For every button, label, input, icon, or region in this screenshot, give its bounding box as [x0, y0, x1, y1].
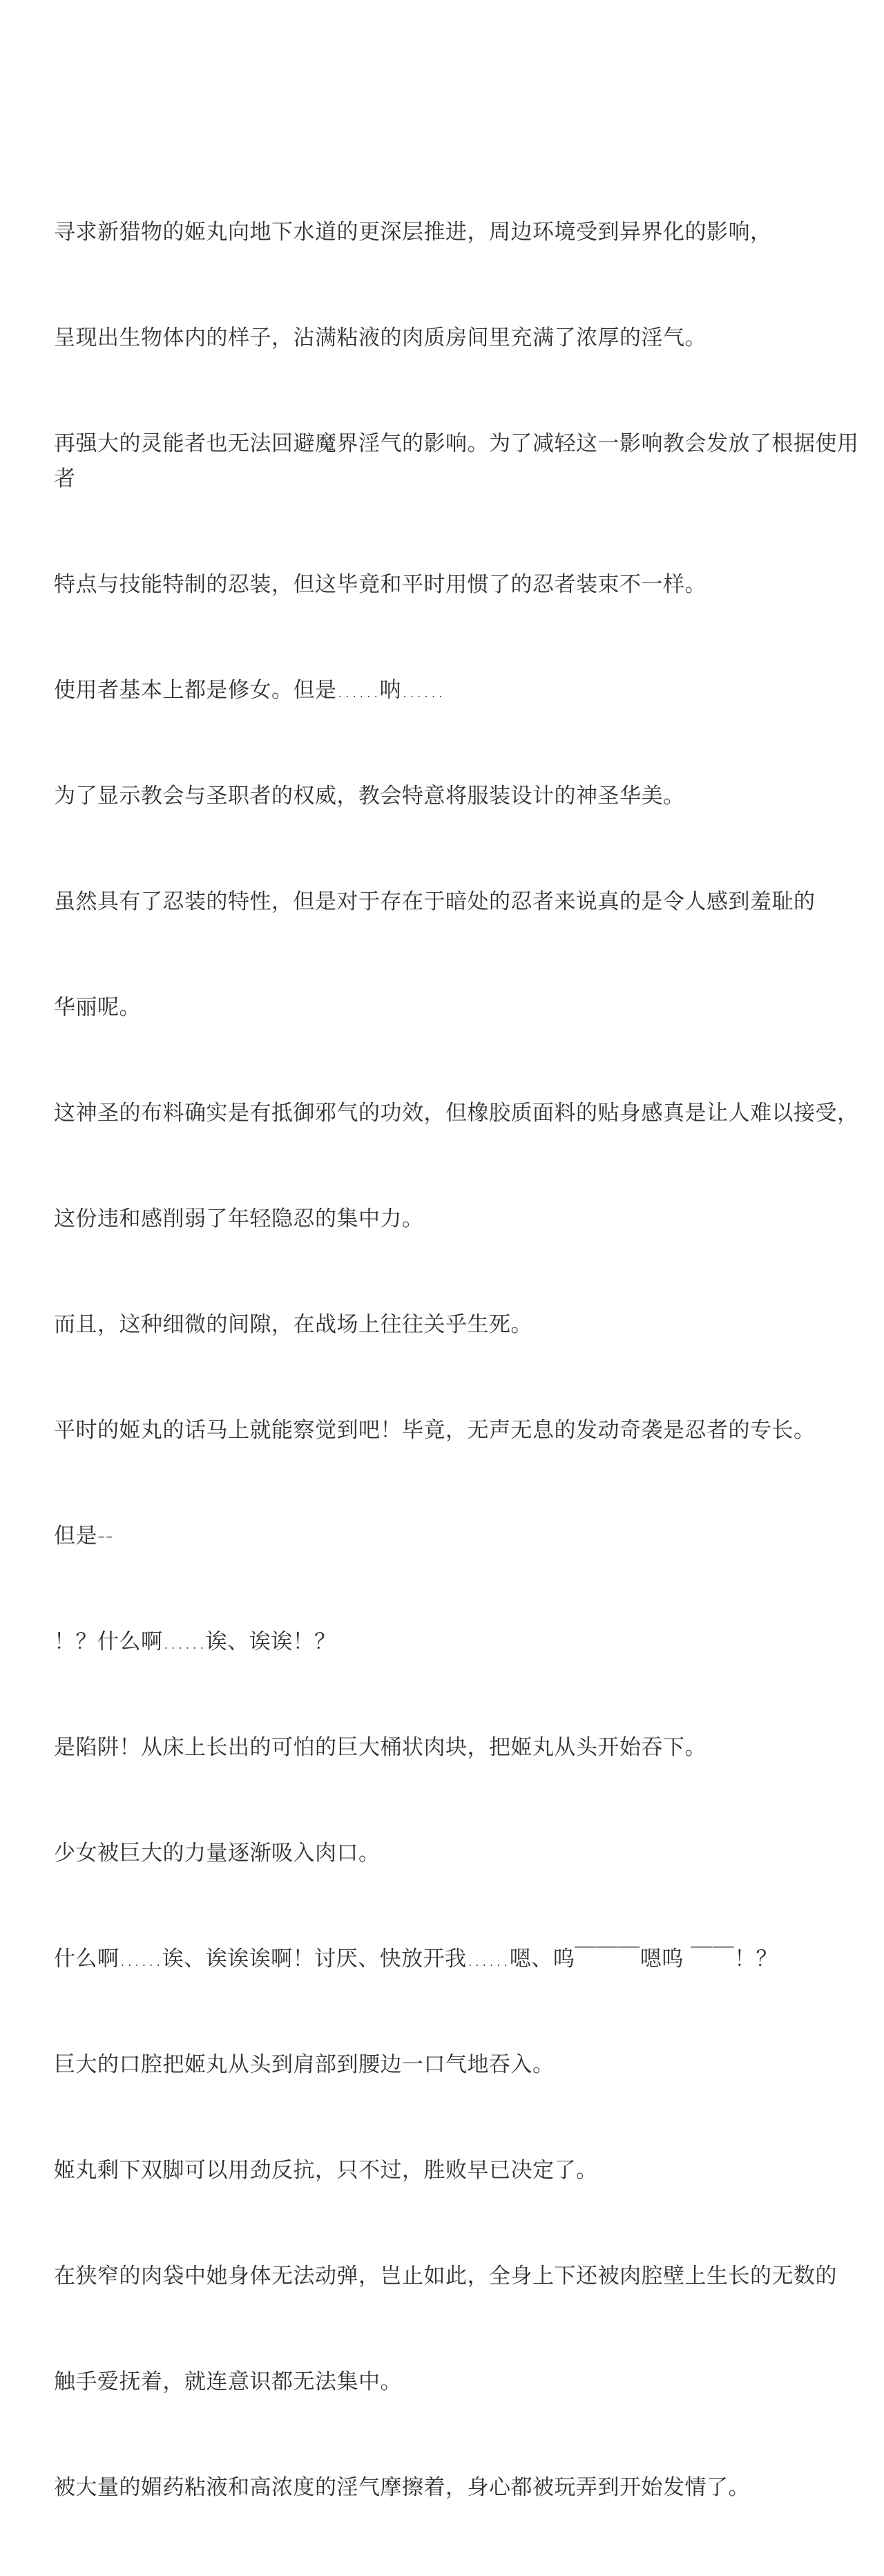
- text-line: 寻求新猎物的姬丸向地下水道的更深层推进，周边环境受到异界化的影响，: [54, 220, 772, 245]
- text-line: 平时的姬丸的话马上就能察觉到吧！毕竟，无声无息的发动奇袭是忍者的专长。: [54, 1418, 816, 1443]
- story-text-block: [54, 144, 872, 2576]
- text-line: 使用者基本上都是修女。但是......呐......: [54, 678, 445, 703]
- text-line: 触手爱抚着，就连意识都无法集中。: [54, 2369, 402, 2394]
- text-line: 是陷阱！从床上长出的可怕的巨大桶状肉块，把姬丸从头开始吞下。: [54, 1735, 707, 1760]
- text-line: 但是--: [54, 1524, 114, 1549]
- text-line: 巨大的口腔把姬丸从头到肩部到腰边一口气地吞入。: [54, 2052, 555, 2077]
- text-line: 虽然具有了忍装的特性，但是对于存在于暗处的忍者来说真的是令人感到羞耻的: [54, 889, 816, 914]
- text-line: 为了显示教会与圣职者的权威，教会特意将服装设计的神圣华美。: [54, 784, 685, 808]
- text-line: 什么啊......诶、诶诶诶啊！讨厌、快放开我......嗯、呜￣￣￣嗯呜 ￣￣！？: [54, 1947, 778, 1971]
- text-line: 呈现出生物体内的样子，沾满粘液的肉质房间里充满了浓厚的淫气。: [54, 325, 707, 350]
- text-line: 特点与技能特制的忍装，但这毕竟和平时用惯了的忍者装束不一样。: [54, 572, 707, 597]
- text-line: 被大量的媚药粘液和高浓度的淫气摩擦着，身心都被玩弄到开始发情了。: [54, 2475, 750, 2500]
- text-line: 在狭窄的肉袋中她身体无法动弹，岂止如此，全身上下还被肉腔壁上生长的无数的: [54, 2264, 837, 2289]
- text-line: 少女被巨大的力量逐渐吸入肉口。: [54, 1841, 381, 1866]
- text-line: 姬丸剩下双脚可以用劲反抗，只不过，胜败早已决定了。: [54, 2158, 598, 2183]
- text-line: ！？什么啊......诶、诶诶！？: [54, 1629, 336, 1654]
- text-line: 再强大的灵能者也无法回避魔界淫气的影响。为了减轻这一影响教会发放了根据使用者: [54, 431, 859, 491]
- text-line: 这份违和感削弱了年轻隐忍的集中力。: [54, 1206, 424, 1231]
- text-line: 这神圣的布料确实是有抵御邪气的功效，但橡胶质面料的贴身感真是让人难以接受，: [54, 1101, 859, 1126]
- text-line: 而且，这种细微的间隙，在战场上往往关乎生死。: [54, 1312, 532, 1337]
- text-line: 华丽呢。: [54, 995, 141, 1020]
